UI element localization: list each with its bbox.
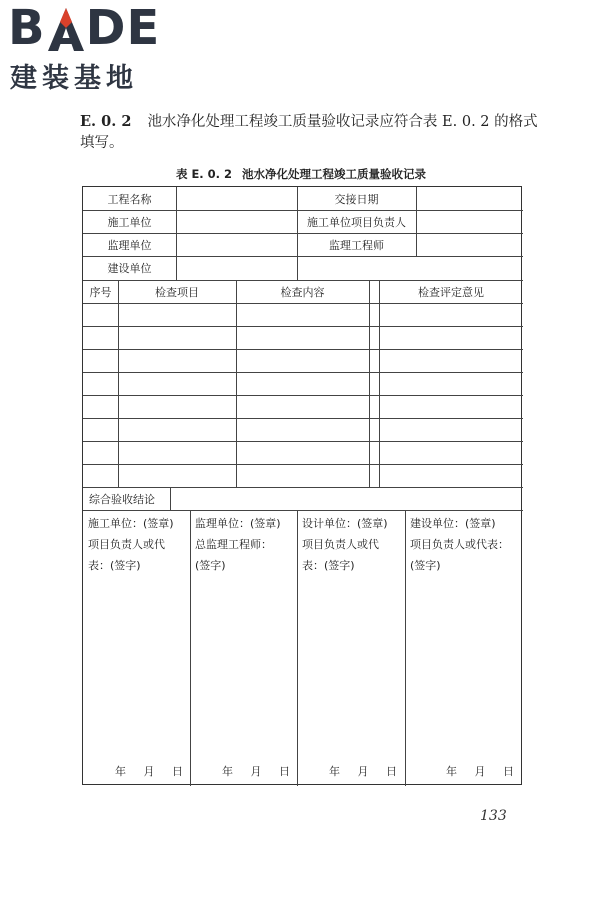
logo-letter-e: E <box>126 0 161 56</box>
date-year: 年 <box>446 765 457 778</box>
label-construction-manager: 施工单位项目负责人 <box>307 215 406 229</box>
row-divider <box>83 464 523 465</box>
logo-letter-b: B <box>8 0 46 56</box>
label-supervising-engineer: 监理工程师 <box>329 238 384 252</box>
row-divider <box>83 349 523 350</box>
sig-sign-line: (签字) <box>195 559 226 572</box>
date-day: 日 <box>386 765 397 778</box>
date-year: 年 <box>222 765 233 778</box>
row-divider <box>83 395 523 396</box>
date-month: 月 <box>474 765 486 778</box>
signature-construction-unit <box>88 513 188 576</box>
date-month: 月 <box>357 765 369 778</box>
date-year: 年 <box>329 765 340 778</box>
sig-unit-line: 建设单位：(签章) <box>410 517 496 530</box>
table-title <box>80 166 522 182</box>
col-divider <box>379 280 380 487</box>
logo-subtitle: 建装基地 <box>10 63 138 94</box>
col-divider <box>176 187 177 280</box>
col-divider <box>405 510 406 786</box>
label-supervision-unit: 监理单位 <box>107 238 152 252</box>
col-divider <box>369 280 370 487</box>
sig-unit-line: 设计单位：(签章) <box>302 517 388 530</box>
header-check-item: 检查项目 <box>155 285 199 299</box>
col-divider <box>416 187 417 256</box>
row-divider <box>83 418 523 419</box>
col-divider <box>236 280 237 487</box>
col-divider <box>190 510 191 786</box>
label-project-name: 工程名称 <box>107 192 152 206</box>
date-day: 日 <box>172 765 183 778</box>
row-divider <box>83 326 523 327</box>
date-day: 日 <box>503 765 514 778</box>
logo-wordmark <box>8 0 178 56</box>
col-divider <box>170 487 171 510</box>
label-construction-unit: 施工单位 <box>107 215 152 229</box>
row-divider <box>83 510 523 511</box>
logo-letter-d: D <box>85 0 127 56</box>
sig-sign-line: 表：(签字) <box>88 559 141 572</box>
header-evaluation-opinion: 检查评定意见 <box>418 285 484 299</box>
signature-owner-unit <box>410 513 521 576</box>
header-check-content: 检查内容 <box>280 285 325 299</box>
col-divider <box>297 510 298 786</box>
date-day: 日 <box>279 765 290 778</box>
clause-paragraph <box>80 111 540 154</box>
clause-number: E. 0. 2 <box>80 113 132 130</box>
col-divider <box>118 280 119 487</box>
date-year: 年 <box>115 765 126 778</box>
sig-sign-line: (签字) <box>410 559 441 572</box>
date-supervision-unit <box>222 763 290 779</box>
date-month: 月 <box>143 765 155 778</box>
sig-person-line: 项目负责人或代表： <box>410 538 509 551</box>
brand-logo <box>8 0 178 94</box>
table-number: 表 E. 0. 2 <box>175 167 233 181</box>
row-divider <box>83 303 523 304</box>
header-seq: 序号 <box>89 285 112 299</box>
sig-unit-line: 施工单位：(签章) <box>88 517 174 530</box>
sig-person-line: 项目负责人或代 <box>88 538 165 551</box>
label-handover-date: 交接日期 <box>334 192 379 206</box>
table-title-text: 池水净化处理工程竣工质量验收记录 <box>242 167 427 181</box>
sig-person-line: 总监理工程师： <box>195 538 272 551</box>
signature-supervision-unit <box>195 513 295 576</box>
row-divider <box>83 372 523 373</box>
date-month: 月 <box>250 765 262 778</box>
label-overall-conclusion: 综合验收结论 <box>89 492 155 506</box>
clause-text: 池水净化处理工程竣工质量验收记录应符合表 E. 0. 2 的格式填写。 <box>80 114 538 151</box>
sig-person-line: 项目负责人或代 <box>302 538 379 551</box>
date-construction-unit <box>115 763 183 779</box>
sig-sign-line: 表：(签字) <box>302 559 355 572</box>
date-owner-unit <box>446 763 514 779</box>
acceptance-record-form <box>82 186 522 785</box>
sig-unit-line: 监理单位：(签章) <box>195 517 281 530</box>
date-design-unit <box>329 763 397 779</box>
signature-design-unit <box>302 513 402 576</box>
label-owner-unit: 建设单位 <box>107 262 152 275</box>
row-divider <box>83 441 523 442</box>
logo-letter-a <box>47 6 85 52</box>
page-number: 133 <box>480 808 507 824</box>
